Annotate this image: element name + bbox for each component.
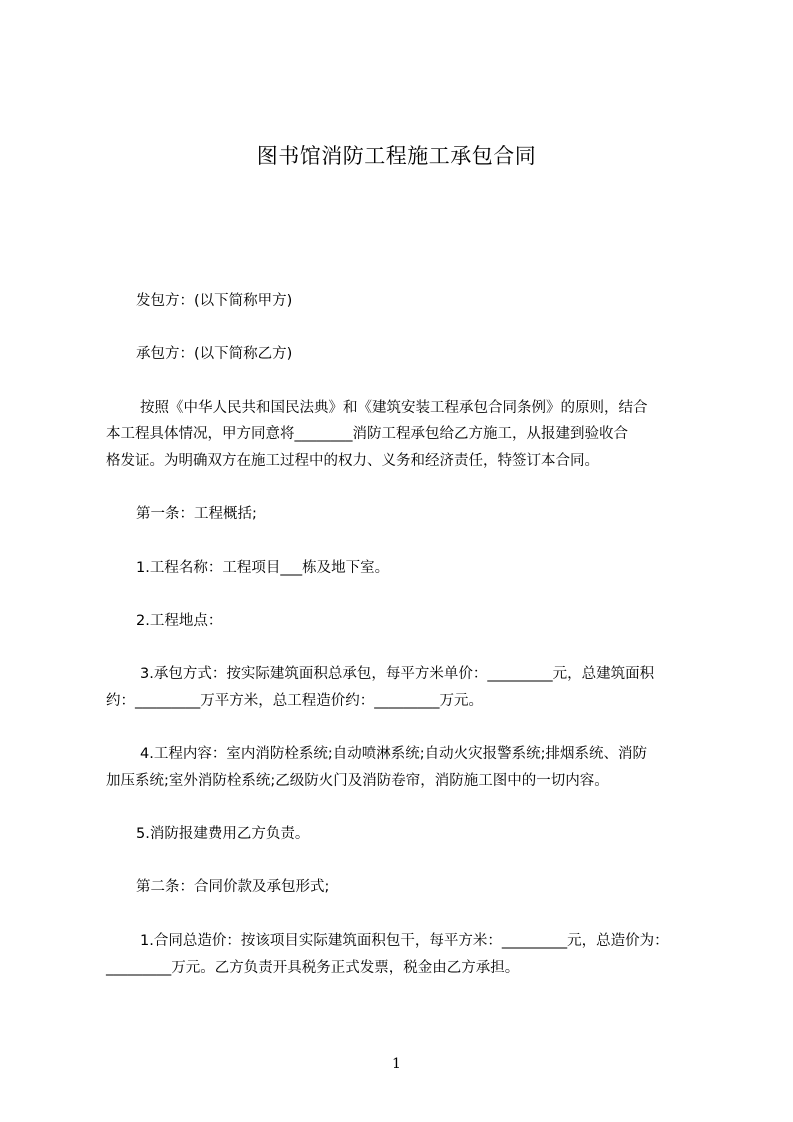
article-1-item-1: 1.工程名称：工程项目___栋及地下室。 [136, 560, 390, 576]
article-1-item-5: 5.消防报建费用乙方负责。 [136, 826, 310, 842]
intro-line-3: 格发证。为明确双方在施工过程中的权力、义务和经济责任，特签订本合同。 [106, 453, 599, 469]
page-number: 1 [392, 1056, 401, 1072]
article-2-item-1-line-1: 1.合同总造价：按该项目实际建筑面积包干，每平方米：_________元，总造价为： [140, 933, 669, 949]
article-2-heading: 第二条：合同价款及承包形式; [136, 879, 330, 895]
document-title: 图书馆消防工程施工承包合同 [256, 144, 537, 168]
article-1-item-3-line-2: 约：_________万平方米，总工程造价约：_________万元。 [106, 693, 483, 709]
party-a-line: 发包方：(以下简称甲方) [136, 293, 293, 309]
party-b-line: 承包方：(以下简称乙方) [136, 346, 293, 362]
article-1-heading: 第一条：工程概括; [136, 506, 257, 522]
article-2-item-1-line-2: _________万元。乙方负责开具税务正式发票，税金由乙方承担。 [106, 960, 520, 976]
article-1-item-3-line-1: 3.承包方式：按实际建筑面积总承包，每平方米单价：_________元，总建筑面积 [140, 666, 655, 682]
article-1-item-2: 2.工程地点： [136, 613, 223, 629]
intro-line-2: 本工程具体情况，甲方同意将________消防工程承包给乙方施工，从报建到验收合 [106, 426, 628, 442]
article-1-item-4-line-1: 4.工程内容：室内消防栓系统;自动喷淋系统;自动火灾报警系统;排烟系统、消防 [140, 746, 647, 762]
article-1-item-4-line-2: 加压系统;室外消防栓系统;乙级防火门及消防卷帘，消防施工图中的一切内容。 [106, 773, 609, 789]
intro-line-1: 按照《中华人民共和国民法典》和《建筑安装工程承包合同条例》的原则，结合 [140, 400, 648, 416]
